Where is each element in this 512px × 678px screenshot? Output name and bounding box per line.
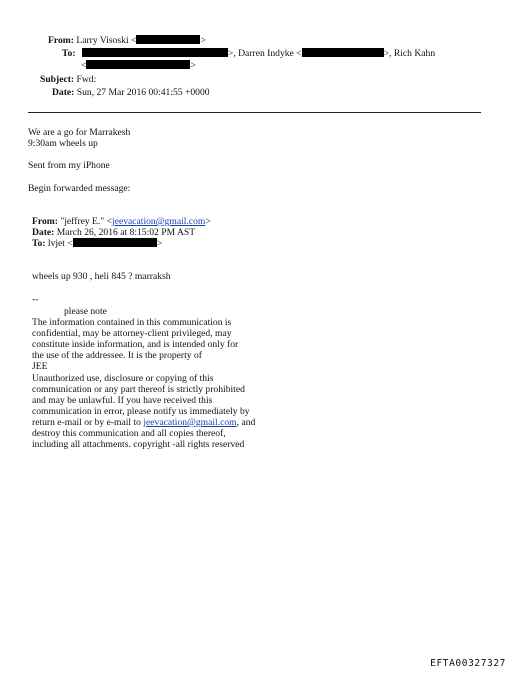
fwd-date-value: March 26, 2016 at 8:15:02 PM AST (56, 227, 196, 238)
fwd-message: wheels up 930 , heli 845 ? marraksh (32, 271, 171, 282)
to-separator-2: >, Rich Kahn (383, 48, 436, 59)
bates-number: EFTA00327327 (430, 658, 506, 669)
fwd-from-suffix: > (205, 216, 211, 227)
fwd-from-email-link[interactable]: jeevacation@gmail.com (112, 216, 206, 227)
fwd-to-prefix: lvjet < (47, 238, 73, 249)
disclaimer-line: The information contained in this communication is (32, 317, 232, 328)
sent-from-iphone: Sent from my iPhone (28, 160, 110, 171)
please-note: please note (64, 306, 107, 317)
date-value: Sun, 27 Mar 2016 00:41:55 +0000 (76, 87, 210, 98)
disclaimer-line: communication or any part thereof is strictly prohibited (32, 384, 245, 395)
disclaimer-email-suffix: , and (236, 417, 256, 428)
redaction-block (73, 238, 157, 247)
fwd-to-suffix: > (156, 238, 163, 249)
fwd-date-row (32, 227, 195, 238)
header-to-row-2 (81, 60, 196, 72)
header-divider (28, 112, 481, 113)
redaction-block (136, 35, 200, 44)
from-label: From: (48, 35, 74, 46)
begin-forwarded: Begin forwarded message: (28, 183, 131, 194)
disclaimer-line: communication in error, please notify us immediately by (32, 406, 250, 417)
subject-label: Subject: (40, 74, 75, 85)
to-line2-close: > (190, 60, 196, 71)
disclaimer-line: the use of the addressee. It is the property of (32, 350, 202, 361)
header-subject-row (40, 74, 96, 86)
disclaimer-email-link[interactable]: jeevacation@gmail.com (143, 417, 237, 428)
disclaimer-email-line (32, 417, 255, 428)
disclaimer-line: constitute inside information, and is intended only for (32, 339, 239, 350)
disclaimer-line: JEE (32, 361, 48, 372)
disclaimer-line: destroy this communication and all copies thereof, (32, 428, 226, 439)
redaction-block (82, 48, 228, 57)
from-name: Larry Visoski < (76, 35, 137, 46)
header-date-row (52, 87, 210, 99)
signature-dash: -- (32, 294, 39, 305)
redaction-block (86, 60, 190, 69)
disclaimer-email-prefix: return e-mail or by e-mail to (32, 417, 144, 428)
redaction-block (302, 48, 384, 57)
to-line2-open: < (81, 60, 87, 71)
disclaimer-line: including all attachments. copyright -all rights reserved (32, 439, 245, 450)
header-to-row (62, 48, 435, 60)
body-line-2: 9:30am wheels up (28, 138, 98, 149)
date-label: Date: (52, 87, 75, 98)
fwd-from-row (32, 216, 211, 227)
to-label: To: (62, 48, 76, 59)
fwd-from-label: From: (32, 216, 58, 227)
subject-value: Fwd: (76, 74, 97, 85)
disclaimer-line: and may be unlawful. If you have received this (32, 395, 213, 406)
fwd-to-row (32, 238, 162, 249)
fwd-to-label: To: (32, 238, 46, 249)
disclaimer-line: confidential, may be attorney-client privileged, may (32, 328, 232, 339)
disclaimer-line: Unauthorized use, disclosure or copying of this (32, 373, 214, 384)
header-from-row (48, 35, 206, 47)
from-close: > (200, 35, 206, 46)
fwd-from-prefix: "jeffrey E." < (60, 216, 113, 227)
fwd-date-label: Date: (32, 227, 55, 238)
body-line-1: We are a go for Marrakesh (28, 127, 131, 138)
to-separator-1: >, Darren Indyke < (227, 48, 302, 59)
